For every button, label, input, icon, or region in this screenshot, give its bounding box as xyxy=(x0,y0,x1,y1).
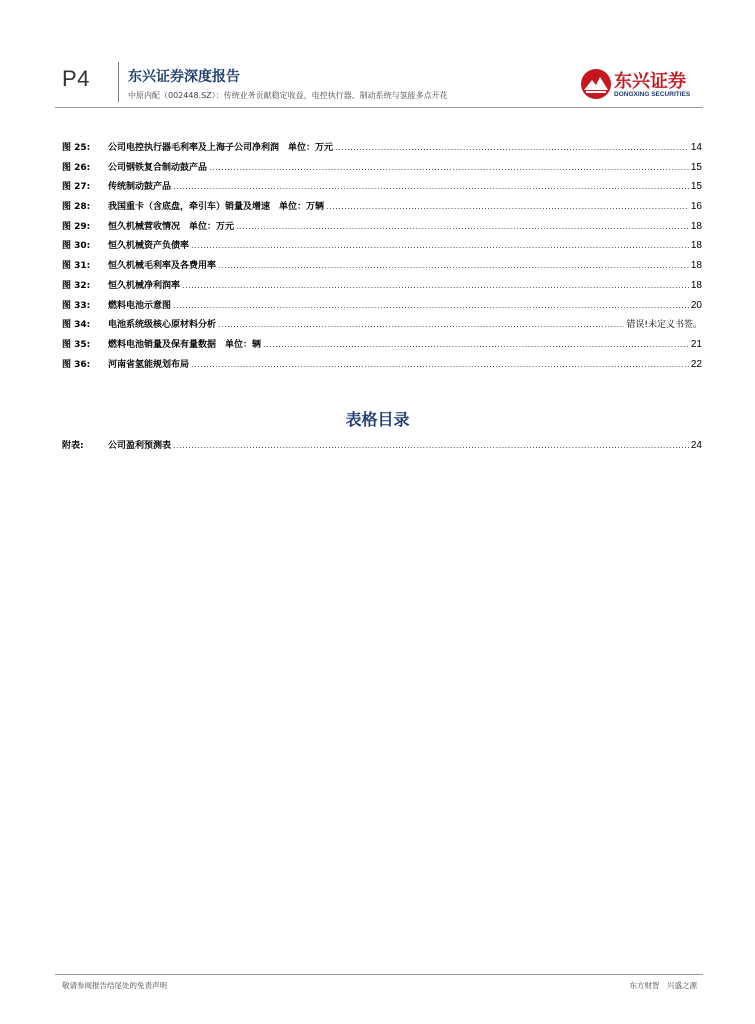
entry-page-number: 21 xyxy=(690,338,702,350)
entry-title: 河南省氢能规划布局 xyxy=(108,359,190,370)
entry-title: 恒久机械毛利率及各费用率 xyxy=(108,261,217,272)
footer-disclaimer: 敬请参阅报告结尾处的免责声明 xyxy=(62,981,167,990)
entry-page-number: 15 xyxy=(690,161,702,173)
entry-page-number: 16 xyxy=(690,201,702,213)
entry-title: 我国重卡（含底盘，牵引车）销量及增速 单位：万辆 xyxy=(108,202,325,213)
entry-label: 图 36: xyxy=(62,359,91,370)
dot-leader xyxy=(263,340,689,350)
figure-entry[interactable] xyxy=(62,357,702,377)
logo-text-en: DONGXING SECURITIES xyxy=(614,91,691,98)
dot-leader xyxy=(191,241,689,251)
entry-page-number: 14 xyxy=(690,142,702,153)
table-list xyxy=(62,438,702,458)
entry-label: 图 33: xyxy=(62,300,91,311)
dot-leader xyxy=(236,222,689,232)
dot-leader xyxy=(335,143,689,153)
header-rule xyxy=(55,107,703,108)
entry-label: 图 34: xyxy=(62,320,91,331)
entry-label: 图 35: xyxy=(62,339,91,350)
dot-leader xyxy=(173,182,689,192)
entry-label: 图 27: xyxy=(62,182,91,193)
entry-page-number: 18 xyxy=(690,279,702,291)
dot-leader xyxy=(218,320,624,330)
entry-title: 传统制动鼓产品 xyxy=(108,182,172,193)
figure-entry[interactable] xyxy=(62,199,702,219)
header-separator xyxy=(118,62,119,102)
entry-label: 图 29: xyxy=(62,221,91,232)
figure-entry[interactable] xyxy=(62,298,702,318)
figure-entry[interactable] xyxy=(62,317,702,337)
entry-title: 恒久机械营收情况 单位：万元 xyxy=(108,221,235,232)
entry-page-number: 20 xyxy=(690,299,702,311)
figure-entry[interactable] xyxy=(62,337,702,357)
dot-leader xyxy=(218,261,689,271)
entry-page-number: 18 xyxy=(690,260,702,272)
figure-entry[interactable] xyxy=(62,179,702,199)
entry-page-number: 18 xyxy=(690,240,702,252)
figure-entry[interactable] xyxy=(62,278,702,298)
entry-page-number: 15 xyxy=(690,181,702,193)
company-logo xyxy=(580,66,698,102)
figure-entry[interactable] xyxy=(62,160,702,180)
page-number: P4 xyxy=(62,66,90,91)
entry-page-number: 24 xyxy=(690,440,702,451)
figure-entry[interactable] xyxy=(62,238,702,258)
entry-title: 燃料电池销量及保有量数据 单位：辆 xyxy=(108,339,262,350)
dot-leader xyxy=(191,360,689,370)
figure-list xyxy=(62,140,702,376)
report-title: 东兴证券深度报告 xyxy=(128,69,240,85)
entry-page-number: 18 xyxy=(690,220,702,232)
entry-label: 附表: xyxy=(62,441,84,451)
entry-label: 图 26: xyxy=(62,162,91,173)
entry-page-number: 错误!未定义书签。 xyxy=(626,320,702,331)
dot-leader xyxy=(326,202,689,212)
logo-text: 东兴证券 xyxy=(614,71,686,92)
dot-leader xyxy=(173,441,689,451)
footer-rule xyxy=(55,974,703,975)
entry-title: 公司钢铁复合制动鼓产品 xyxy=(108,162,208,173)
entry-page-number: 22 xyxy=(690,358,702,370)
figure-entry[interactable] xyxy=(62,258,702,278)
dot-leader xyxy=(173,301,689,311)
entry-title: 恒久机械净利润率 xyxy=(108,280,181,291)
dongxing-logo-icon xyxy=(580,68,612,100)
entry-title: 恒久机械资产负债率 xyxy=(108,241,190,252)
entry-title: 电池系统级核心原材料分析 xyxy=(108,320,217,331)
table-entry[interactable] xyxy=(62,438,702,458)
dot-leader xyxy=(209,163,689,173)
report-subtitle: 中原内配（002448.SZ）：传统业务贡献稳定收益，电控执行器、制动系统与氢能多点开花 xyxy=(128,91,448,100)
dot-leader xyxy=(182,281,689,291)
entry-title: 燃料电池示意图 xyxy=(108,300,172,311)
footer-slogan: 东方财智 兴盛之源 xyxy=(629,981,697,990)
figure-entry[interactable] xyxy=(62,219,702,239)
entry-title: 公司电控执行器毛利率及上海子公司净利润 单位：万元 xyxy=(108,143,334,153)
entry-label: 图 30: xyxy=(62,241,91,252)
entry-label: 图 31: xyxy=(62,261,91,272)
entry-label: 图 32: xyxy=(62,280,91,291)
entry-label: 图 28: xyxy=(62,202,91,213)
entry-title: 公司盈利预测表 xyxy=(108,441,172,451)
figure-entry[interactable] xyxy=(62,140,702,160)
tables-heading: 表格目录 xyxy=(345,410,410,429)
entry-label: 图 25: xyxy=(62,143,91,153)
